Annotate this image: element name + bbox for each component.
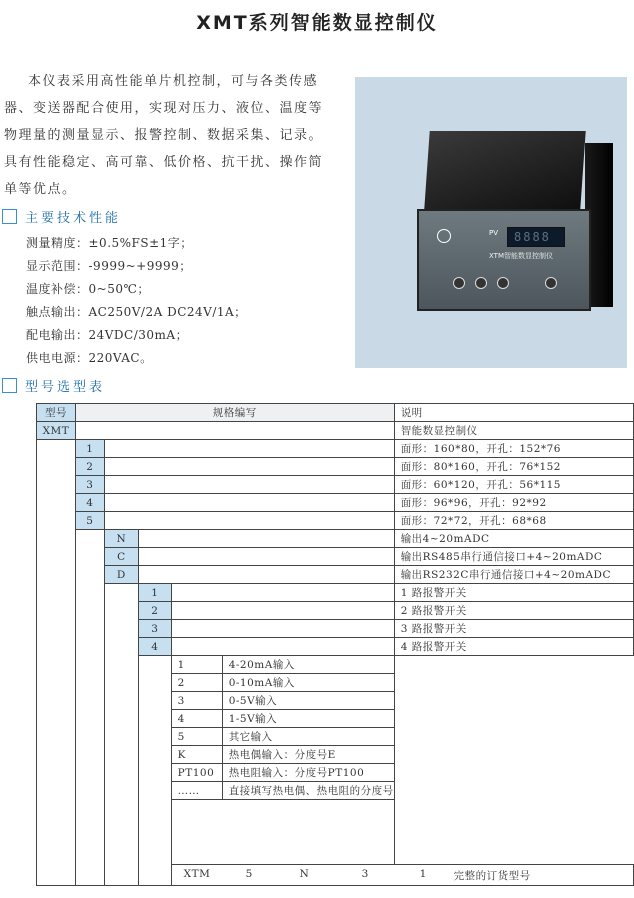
model-selection-table (36, 403, 634, 886)
input-desc: 其它输入 (222, 728, 394, 746)
panel-code: 5 (75, 512, 104, 530)
empty-cell (139, 548, 395, 566)
base-code: XMT (37, 422, 76, 440)
table-row (37, 422, 634, 440)
table-header-row (37, 404, 634, 422)
checkbox-icon (2, 209, 17, 224)
input-code: 1 (171, 656, 222, 674)
intro-paragraph: 本仪表采用高性能单片机控制，可与各类传感器、变送器配合使用，实现对压力、液位、温度等物理量的测量显示、报警控制、数据采集、记录。具有性能稳定、高可靠、低价格、抗干扰、操作简单等优点。 (4, 74, 324, 197)
base-desc: 智能数显控制仪 (394, 422, 633, 440)
panel-code: 4 (75, 494, 104, 512)
example-c3: N (299, 868, 310, 880)
example-desc: 完整的订货型号 (453, 870, 531, 882)
empty-cell (75, 422, 394, 440)
header-model: 型号 (37, 404, 76, 422)
output-desc: 输出RS232C串行通信接口+4~20mADC (394, 566, 633, 584)
empty-cell (171, 800, 394, 865)
spec-item: 触点输出：AC250V/2A DC24V/1A； (26, 305, 247, 319)
table-row (37, 494, 634, 512)
header-desc: 说明 (394, 404, 633, 422)
key-icon (545, 277, 557, 289)
spec-item: 显示范围：-9999~+9999； (26, 259, 192, 273)
input-desc: 0-5V输入 (222, 692, 394, 710)
input-code: 4 (171, 710, 222, 728)
spec-item: 供电电源：220VAC。 (26, 351, 153, 365)
input-code: 3 (171, 692, 222, 710)
spec-item: 温度补偿：0~50℃； (26, 282, 150, 296)
output-code: D (104, 566, 138, 584)
output-desc: 输出RS485串行通信接口+4~20mADC (394, 548, 633, 566)
table-row (37, 584, 634, 602)
empty-cell (104, 584, 138, 886)
alarm-desc: 4 路报警开关 (394, 638, 633, 656)
input-desc: 热电阻输入：分度号PT100 (222, 764, 394, 782)
input-desc: 1-5V输入 (222, 710, 394, 728)
empty-cell (139, 530, 395, 548)
empty-cell (139, 656, 172, 886)
device-front-panel (417, 209, 591, 311)
input-desc: 0-10mA输入 (222, 674, 394, 692)
empty-cell (104, 512, 394, 530)
key-icon (497, 277, 509, 289)
panel-desc: 面形：80*160，开孔：76*152 (394, 458, 633, 476)
key-icon (475, 277, 487, 289)
device-name: XTM智能数显控制仪 (489, 252, 553, 260)
panel-code: 3 (75, 476, 104, 494)
input-code: 2 (171, 674, 222, 692)
output-desc: 输出4~20mADC (394, 530, 633, 548)
table-row (37, 458, 634, 476)
alarm-code: 2 (139, 602, 172, 620)
spec-list (26, 232, 247, 370)
empty-cell (171, 584, 394, 602)
key-icon (453, 277, 465, 289)
table-row (37, 530, 634, 548)
empty-cell (104, 440, 394, 458)
panel-desc: 面形：72*72，开孔：68*68 (394, 512, 633, 530)
empty-cell (104, 476, 394, 494)
section-table-label: 型号选型表 (25, 380, 106, 395)
panel-desc: 面形：160*80，开孔：152*76 (394, 440, 633, 458)
example-c2: 5 (245, 868, 253, 880)
input-desc: 4-20mA输入 (222, 656, 394, 674)
led-display (507, 227, 565, 247)
empty-cell (171, 638, 394, 656)
page-title: XMT系列智能数显控制仪 (196, 12, 438, 34)
empty-cell (104, 494, 394, 512)
led-digits: 8888 (514, 230, 551, 244)
alarm-code: 1 (139, 584, 172, 602)
brand-logo-icon (437, 229, 451, 243)
table-row (37, 440, 634, 458)
table-row (37, 512, 634, 530)
empty-cell (75, 530, 104, 886)
input-code: 5 (171, 728, 222, 746)
empty-cell (171, 602, 394, 620)
table-row (37, 566, 634, 584)
header-code: 规格编写 (75, 404, 394, 422)
input-code: K (171, 746, 222, 764)
input-desc: 热电偶输入：分度号E (222, 746, 394, 764)
product-photo (355, 77, 627, 368)
example-c1: XTM (183, 868, 211, 880)
spec-item: 配电输出：24VDC/30mA； (26, 328, 189, 342)
alarm-desc: 2 路报警开关 (394, 602, 633, 620)
alarm-code: 3 (139, 620, 172, 638)
section-table (0, 376, 105, 395)
input-code: PT100 (171, 764, 222, 782)
panel-desc: 面形：60*120，开孔：56*115 (394, 476, 633, 494)
checkbox-icon (2, 378, 17, 393)
input-desc: 直接填写热电偶、热电阻的分度号 (222, 782, 394, 800)
empty-cell (37, 440, 76, 886)
empty-cell (139, 566, 395, 584)
example-c5: 1 (419, 868, 427, 880)
panel-desc: 面形：96*96，开孔：92*92 (394, 494, 633, 512)
panel-code: 1 (75, 440, 104, 458)
input-code: …… (171, 782, 222, 800)
panel-code: 2 (75, 458, 104, 476)
pv-label: PV (489, 229, 499, 237)
example-c4: 3 (361, 868, 369, 880)
output-code: C (104, 548, 138, 566)
table-row (37, 476, 634, 494)
spec-item: 测量精度：±0.5%FS±1字； (26, 236, 193, 250)
alarm-code: 4 (139, 638, 172, 656)
intro-text (4, 68, 334, 203)
table-row (37, 548, 634, 566)
section-specs (0, 207, 121, 226)
empty-cell (171, 620, 394, 638)
empty-cell (104, 458, 394, 476)
alarm-desc: 3 路报警开关 (394, 620, 633, 638)
section-specs-label: 主要技术性能 (25, 211, 122, 226)
device-case-top (424, 131, 585, 209)
alarm-desc: 1 路报警开关 (394, 584, 633, 602)
output-code: N (104, 530, 138, 548)
